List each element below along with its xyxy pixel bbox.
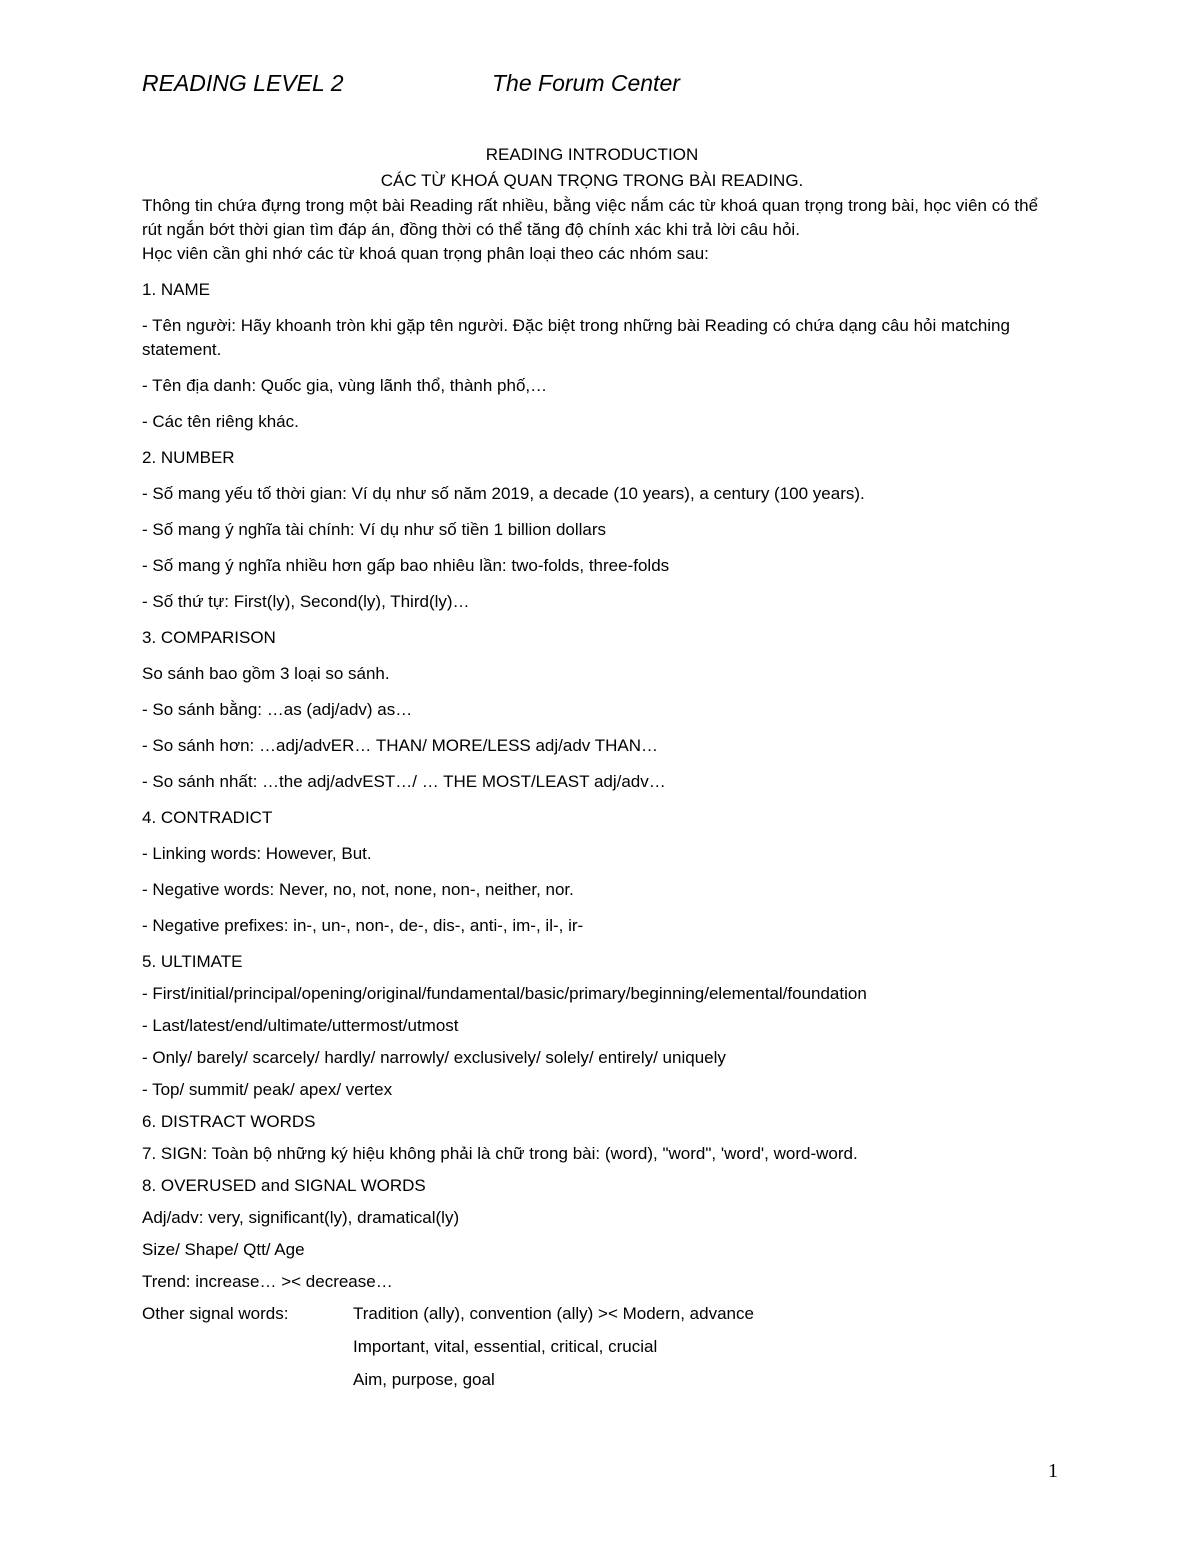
list-item: - So sánh bằng: …as (adj/adv) as… <box>142 700 413 719</box>
list-item: - Số mang ý nghĩa nhiều hơn gấp bao nhiêu lần: two-folds, three-folds <box>142 556 670 575</box>
list-item: Aim, purpose, goal <box>353 1370 495 1389</box>
list-item: - Các tên riêng khác. <box>142 412 299 431</box>
intro-block <box>142 194 1042 266</box>
list-item: - Tên người: Hãy khoanh tròn khi gặp tên người. Đặc biệt trong những bài Reading có chứa dạng câu hỏi matching statement. <box>142 316 1010 359</box>
document-subtitle: CÁC TỪ KHOÁ QUAN TRỌNG TRONG BÀI READING. <box>380 171 804 190</box>
document-body <box>142 142 1042 1401</box>
list-item: - Linking words: However, But. <box>142 844 372 863</box>
list-item: - Last/latest/end/ultimate/uttermost/utmost <box>142 1016 459 1035</box>
list-item: - Top/ summit/ peak/ apex/ vertex <box>142 1080 393 1099</box>
intro-paragraph: Thông tin chứa đựng trong một bài Reading rất nhiều, bằng việc nắm các từ khoá quan trọng trong bài, học viên có thể rút ngắn bớt thời gian tìm đáp án, đồng thời có thể tăng độ chính xác khi trả lời câu hỏi. <box>142 196 1039 239</box>
list-item: - Only/ barely/ scarcely/ hardly/ narrowly/ exclusively/ solely/ entirely/ uniquely <box>142 1048 726 1067</box>
list-item: - So sánh hơn: …adj/advER… THAN/ MORE/LESS adj/adv THAN… <box>142 736 658 755</box>
document-title: READING INTRODUCTION <box>485 145 699 164</box>
list-item: Important, vital, essential, critical, crucial <box>353 1337 658 1356</box>
list-item: - Negative prefixes: in-, un-, non-, de-, dis-, anti-, im-, il-, ir- <box>142 916 584 935</box>
list-item: Tradition (ally), convention (ally) >< Modern, advance <box>353 1304 754 1323</box>
list-item: Adj/adv: very, significant(ly), dramatical(ly) <box>142 1208 460 1227</box>
list-item: - Negative words: Never, no, not, none, non-, neither, nor. <box>142 880 574 899</box>
section-heading-comparison: 3. COMPARISON <box>142 628 276 647</box>
section-heading-distract: 6. DISTRACT WORDS <box>142 1112 316 1131</box>
section-heading-number: 2. NUMBER <box>142 448 235 467</box>
signal-words-label: Other signal words: <box>142 1304 289 1323</box>
signal-words-list <box>353 1302 754 1401</box>
list-item: Size/ Shape/ Qtt/ Age <box>142 1240 305 1259</box>
list-item: - Số thứ tự: First(ly), Second(ly), Third(ly)… <box>142 592 470 611</box>
list-item: - Số mang ý nghĩa tài chính: Ví dụ như số tiền 1 billion dollars <box>142 520 607 539</box>
list-item: - First/initial/principal/opening/original/fundamental/basic/primary/beginning/elemental/foundation <box>142 984 867 1003</box>
signal-words-row <box>142 1302 1042 1401</box>
section-heading-sign: 7. SIGN: Toàn bộ những ký hiệu không phải là chữ trong bài: (word), "word", 'word', word-word. <box>142 1144 858 1163</box>
list-item: - Tên địa danh: Quốc gia, vùng lãnh thổ, thành phố,… <box>142 376 548 395</box>
page-number: 1 <box>1048 1460 1058 1482</box>
list-item: - So sánh nhất: …the adj/advEST…/ … THE MOST/LEAST adj/adv… <box>142 772 666 791</box>
section-heading-ultimate: 5. ULTIMATE <box>142 952 243 971</box>
section-heading-overused: 8. OVERUSED and SIGNAL WORDS <box>142 1176 426 1195</box>
section-heading-contradict: 4. CONTRADICT <box>142 808 273 827</box>
section-intro: So sánh bao gồm 3 loại so sánh. <box>142 664 390 683</box>
intro-instruction: Học viên cần ghi nhớ các từ khoá quan trọng phân loại theo các nhóm sau: <box>142 244 709 263</box>
list-item: Trend: increase… >< decrease… <box>142 1272 393 1291</box>
header-center-name: The Forum Center <box>492 70 680 96</box>
section-heading-name: 1. NAME <box>142 280 211 299</box>
list-item: - Số mang yếu tố thời gian: Ví dụ như số năm 2019, a decade (10 years), a century (100 years). <box>142 484 865 503</box>
header-course-title: READING LEVEL 2 <box>142 70 344 96</box>
page-header <box>142 70 680 97</box>
